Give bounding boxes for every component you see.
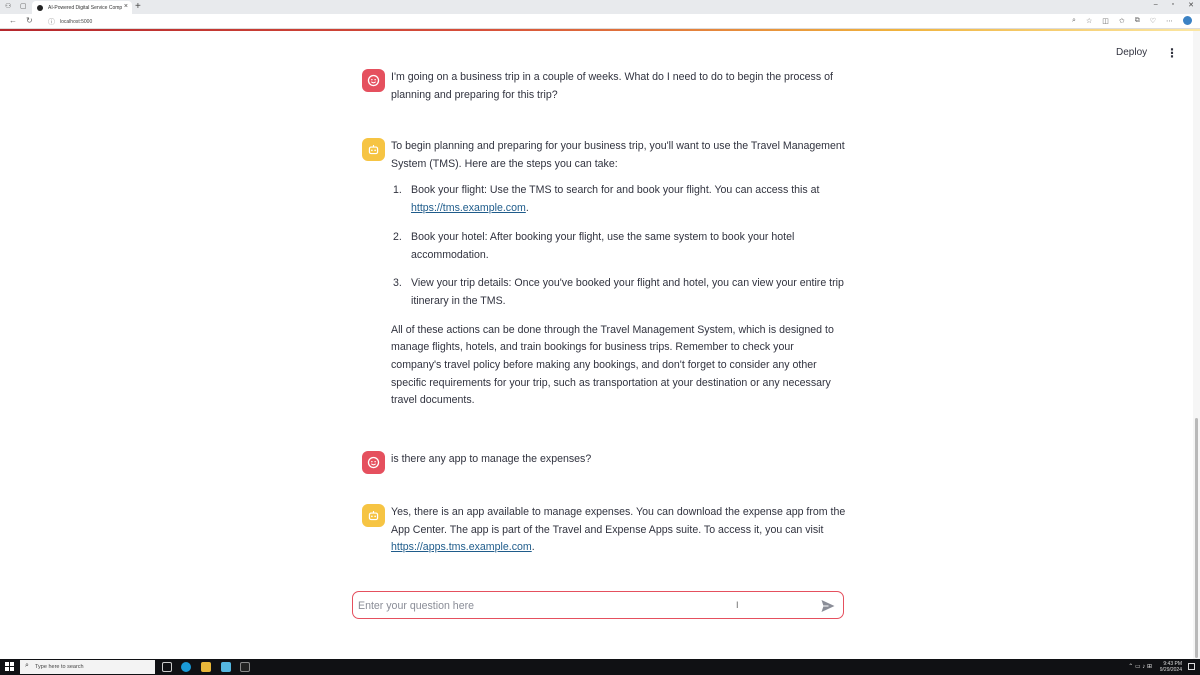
taskbar-search[interactable] bbox=[20, 660, 155, 674]
app-icon[interactable] bbox=[221, 662, 231, 672]
face-icon bbox=[362, 451, 385, 474]
split-screen-icon[interactable]: ◫ bbox=[1102, 17, 1109, 25]
refresh-icon[interactable]: ↻ bbox=[26, 16, 33, 25]
message-intro: To begin planning and preparing for your business trip, you'll want to use the Travel Management System (TMS). Here are the steps you can take: bbox=[391, 140, 845, 170]
tab-title: AI-Powered Digital Service Comp bbox=[48, 5, 123, 11]
favorites-icon[interactable]: ✩ bbox=[1118, 17, 1125, 25]
message-text: Yes, there is an app available to manage expenses. You can download the expense app from the App Center. The app is part of the Travel and Expense Apps suite. To access it, you can visit https://apps.tms.example.com. bbox=[391, 506, 846, 554]
browser-toolbar bbox=[0, 14, 1200, 29]
address-bar[interactable] bbox=[44, 16, 1074, 27]
list-item: 1. Book your flight: Use the TMS to search for and book your flight. You can access this at https://tms.example.com. bbox=[393, 184, 820, 215]
browser-tab-strip bbox=[0, 0, 1200, 14]
chat-message-assistant bbox=[362, 138, 846, 410]
minimize-icon[interactable]: – bbox=[1153, 1, 1158, 8]
chat-message-assistant bbox=[362, 504, 846, 557]
message-text: is there any app to manage the expenses? bbox=[391, 453, 592, 465]
close-window-icon[interactable]: ✕ bbox=[1188, 2, 1194, 9]
new-tab-icon[interactable]: + bbox=[135, 1, 141, 12]
taskbar-search-placeholder: Type here to search bbox=[35, 664, 84, 670]
edge-browser-icon[interactable] bbox=[181, 662, 191, 672]
tab-favicon-icon bbox=[37, 5, 43, 11]
restore-icon[interactable]: ▫ bbox=[1171, 1, 1175, 8]
site-info-icon[interactable]: ⓘ bbox=[48, 19, 55, 26]
robot-icon bbox=[362, 138, 385, 161]
search-icon: ⌕ bbox=[25, 662, 29, 669]
url-text: localhost:5000 bbox=[60, 19, 93, 25]
robot-icon bbox=[362, 504, 385, 527]
tab-actions-icon[interactable]: ▢ bbox=[20, 3, 27, 10]
steps-list bbox=[391, 182, 846, 310]
favorite-star-icon[interactable]: ☆ bbox=[1085, 17, 1093, 25]
notification-icon[interactable] bbox=[1188, 663, 1195, 670]
deploy-button[interactable]: Deploy bbox=[1116, 47, 1148, 58]
zoom-icon[interactable]: ⌕ bbox=[1072, 16, 1076, 24]
chat-message-user bbox=[362, 451, 846, 469]
list-item: 2. Book your hotel: After booking your flight, use the same system to book your hotel accommodation. bbox=[393, 230, 795, 261]
browser-essentials-icon[interactable]: ♡ bbox=[1149, 17, 1156, 25]
chat-input[interactable] bbox=[358, 596, 798, 615]
clock[interactable]: 9:43 PM 9/29/2024 bbox=[1159, 661, 1182, 673]
scrollbar-thumb[interactable] bbox=[1195, 418, 1198, 658]
windows-start-icon[interactable] bbox=[5, 662, 14, 671]
sidebar-toggle-icon[interactable]: ⚇ bbox=[5, 3, 12, 10]
window-controls bbox=[1154, 1, 1194, 9]
back-icon[interactable]: ← bbox=[9, 16, 17, 25]
message-outro: All of these actions can be done through the Travel Management System, which is designed to manage flights, hotels, and train bookings for business trips. Remember to check your company's travel policy before making any bookings, and don't forget to consider any other specific requirements for your trip, such as transportation at your destination or any necessary travel documents. bbox=[391, 323, 834, 407]
tms-link[interactable]: https://tms.example.com bbox=[411, 202, 526, 215]
system-tray-icons[interactable]: ⌃ ▭ ♪ ⊞ bbox=[1128, 664, 1152, 670]
chat-input-box bbox=[352, 591, 844, 619]
file-explorer-icon[interactable] bbox=[201, 662, 211, 672]
apps-link[interactable]: https://apps.tms.example.com bbox=[391, 541, 532, 554]
toolbar-actions bbox=[1072, 16, 1192, 25]
send-icon[interactable] bbox=[820, 598, 836, 614]
browser-tab[interactable] bbox=[32, 1, 132, 14]
message-text: I'm going on a business trip in a couple of weeks. What do I need to do to begin the process of planning and preparing for this trip? bbox=[391, 71, 833, 101]
task-view-icon[interactable] bbox=[162, 662, 172, 672]
close-tab-icon[interactable]: × bbox=[123, 3, 128, 10]
face-icon bbox=[362, 69, 385, 92]
streamlit-decoration-bar bbox=[0, 29, 1200, 31]
terminal-icon[interactable] bbox=[240, 662, 250, 672]
chat-message-user bbox=[362, 69, 846, 104]
list-item: 3. View your trip details: Once you've booked your flight and hotel, you can view your entire trip itinerary in the TMS. bbox=[393, 277, 844, 307]
collections-icon[interactable]: ⧉ bbox=[1134, 16, 1140, 24]
text-cursor-icon: I bbox=[736, 600, 739, 610]
copilot-icon[interactable] bbox=[1183, 16, 1192, 25]
windows-taskbar bbox=[0, 659, 1200, 675]
more-options-icon[interactable]: ⋯ bbox=[1166, 17, 1173, 25]
main-menu-icon[interactable]: ⋮ bbox=[1166, 46, 1178, 60]
